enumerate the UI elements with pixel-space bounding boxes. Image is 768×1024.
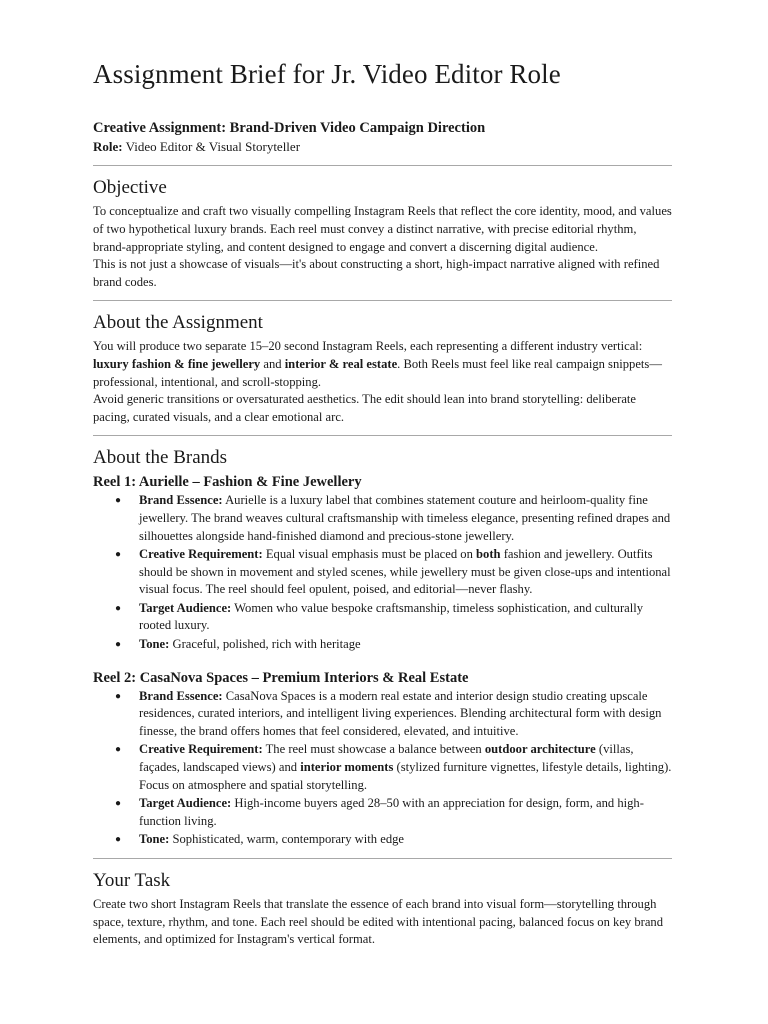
reel-2-title: Reel 2: CasaNova Spaces – Premium Interiors & Real Estate (93, 669, 469, 686)
your-task-section (93, 869, 672, 949)
item-text: Graceful, polished, rich with heritage (169, 637, 361, 652)
list-item (139, 546, 672, 599)
item-text: CasaNova Spaces is a modern real estate and interior design studio creating upscale residences, curated interiors, and intelligent living experiences. Blending architectural form with design finesse, the brand offers homes that feel considered, elevated, and intuitive. (139, 688, 662, 738)
your-task-heading: Your Task (93, 870, 171, 892)
item-label: Creative Requirement: (139, 547, 263, 562)
item-label: Creative Requirement: (139, 742, 263, 757)
text-run: . Both Reels must feel like real campaign snippets—professional, intentional, and scroll-stopping. (93, 356, 662, 389)
bold-text: interior moments (300, 760, 394, 775)
page-title: Assignment Brief for Jr. Video Editor Role (93, 59, 561, 89)
role-line (93, 138, 672, 156)
item-text: Aurielle is a luxury label that combines statement couture and heirloom-quality fine jewellery. The brand weaves cultural craftsmanship with timeless elegance, presenting refined drapes and silhouettes alongside hand-finished diamond and precious-stone jewellery. (139, 493, 671, 543)
spacer (93, 655, 672, 667)
list-item (139, 831, 672, 849)
item-label: Target Audience: (139, 796, 232, 811)
bold-text: outdoor architecture (484, 742, 596, 757)
bold-text: luxury fashion & fine jewellery (93, 356, 261, 371)
item-label: Brand Essence: (139, 688, 223, 703)
list-item (139, 741, 672, 794)
text-run: and (260, 356, 285, 371)
about-assignment-heading: About the Assignment (93, 312, 263, 334)
item-label: Tone: (139, 637, 170, 652)
objective-paragraph-1: To conceptualize and craft two visually compelling Instagram Reels that reflect the core identity, mood, and values of two hypothetical luxury brands. Each reel must convey a distinct narrative, with precise editorial rhythm, brand-appropriate styling, and content designed to engage and convert a discerning digital audience. (93, 204, 672, 254)
divider (93, 435, 672, 436)
about-brands-heading: About the Brands (93, 447, 228, 469)
item-text: Women who value bespoke craftsmanship, timeless sophistication, and culturally rooted luxury. (139, 600, 644, 633)
about-brands-section (93, 446, 672, 849)
objective-section (93, 176, 672, 291)
item-text: High-income buyers aged 28–50 with an appreciation for design, form, and high-function living. (139, 796, 644, 828)
divider (93, 858, 672, 859)
about-assignment-paragraph-1 (93, 338, 672, 391)
list-item (139, 688, 672, 741)
your-task-paragraph: Create two short Instagram Reels that translate the essence of each brand into visual form—storytelling through space, texture, rhythm, and tone. Each reel should be edited with intentional pacing, balanced focus on key brand elements, and optimized for Instagram's vertical format. (93, 897, 664, 947)
bold-text: both (476, 547, 501, 562)
assignment-subtitle: Creative Assignment: Brand-Driven Video Campaign Direction (93, 120, 486, 137)
list-item (139, 795, 672, 830)
list-item (139, 492, 672, 545)
item-text: The reel must showcase a balance between (262, 742, 485, 757)
bold-text: interior & real estate (284, 356, 398, 371)
item-text: (stylized furniture vignettes, lifestyle details, lighting). Focus on atmosphere and spatial storytelling. (139, 760, 672, 792)
item-label: Tone: (139, 832, 170, 847)
role-label: Role: (93, 139, 123, 155)
list-item (139, 600, 672, 635)
reel-1-list (93, 492, 672, 653)
objective-paragraph-2: This is not just a showcase of visuals—it's about constructing a short, high-impact narrative aligned with refined brand codes. (93, 257, 660, 289)
list-item (139, 636, 672, 654)
item-text: fashion and jewellery. Outfits should be shown in movement and styled scenes, while jewellery must be given close-ups and intentional visual focus. The reel should feel opulent, poised, and editorial—never flashy. (139, 547, 671, 597)
objective-heading: Objective (93, 177, 167, 199)
reel-1-title: Reel 1: Aurielle – Fashion & Fine Jewellery (93, 474, 362, 491)
text-run: You will produce two separate 15–20 second Instagram Reels, each representing a different industry vertical: (93, 339, 643, 354)
divider (93, 165, 672, 166)
item-label: Target Audience: (139, 600, 232, 615)
item-label: Brand Essence: (139, 493, 223, 508)
about-assignment-paragraph-2: Avoid generic transitions or oversaturated aesthetics. The edit should lean into brand storytelling: deliberate pacing, curated visuals, and a clear emotional arc. (93, 392, 637, 424)
item-text: (villas, façades, landscaped views) and (139, 742, 634, 775)
reel-2-list (93, 688, 672, 849)
item-text: Equal visual emphasis must be placed on (262, 547, 477, 562)
about-assignment-section (93, 311, 672, 426)
divider (93, 300, 672, 301)
item-text: Sophisticated, warm, contemporary with edge (169, 832, 404, 847)
role-value: Video Editor & Visual Storyteller (122, 139, 301, 155)
